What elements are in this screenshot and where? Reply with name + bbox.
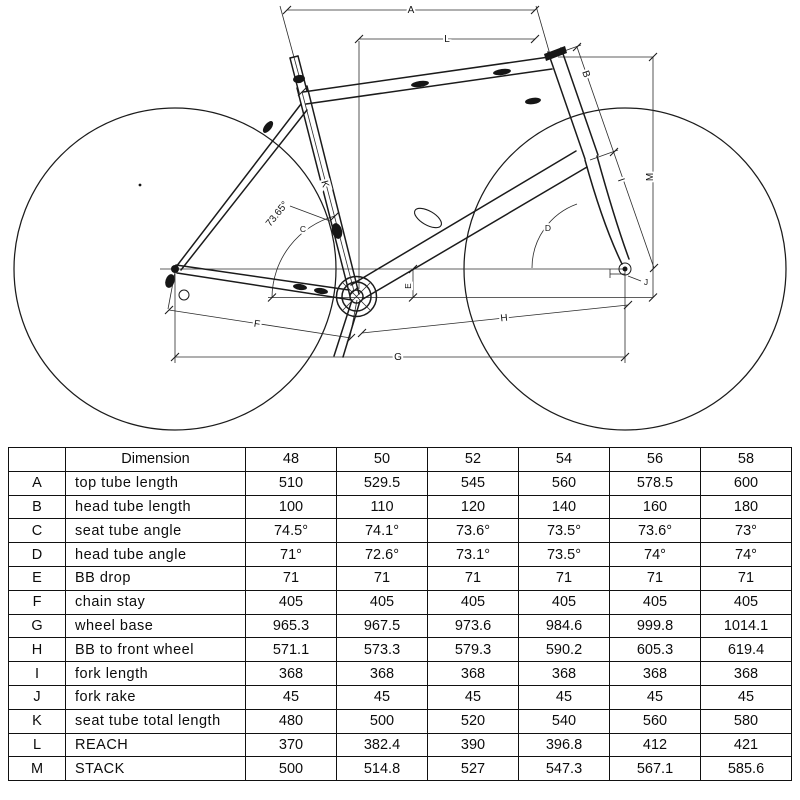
row-dimension-name: fork rake bbox=[66, 685, 246, 709]
row-dimension-name: head tube length bbox=[66, 495, 246, 519]
row-dimension-name: STACK bbox=[66, 757, 246, 781]
row-dimension-name: top tube length bbox=[66, 471, 246, 495]
row-value: 578.5 bbox=[610, 471, 701, 495]
row-value: 510 bbox=[246, 471, 337, 495]
dim-label-m: M bbox=[645, 172, 656, 182]
row-value: 73.5° bbox=[519, 519, 610, 543]
row-value: 71 bbox=[428, 566, 519, 590]
row-letter: I bbox=[9, 662, 66, 686]
dim-label-c: C bbox=[299, 224, 307, 234]
row-value: 120 bbox=[428, 495, 519, 519]
row-letter: H bbox=[9, 638, 66, 662]
row-value: 973.6 bbox=[428, 614, 519, 638]
header-size-50: 50 bbox=[337, 448, 428, 472]
table-row bbox=[9, 495, 792, 519]
header-size-58: 58 bbox=[701, 448, 792, 472]
row-value: 45 bbox=[701, 685, 792, 709]
table-row bbox=[9, 685, 792, 709]
row-value: 405 bbox=[428, 590, 519, 614]
row-dimension-name: seat tube angle bbox=[66, 519, 246, 543]
row-value: 74.1° bbox=[337, 519, 428, 543]
row-value: 999.8 bbox=[610, 614, 701, 638]
row-value: 540 bbox=[519, 709, 610, 733]
table-row bbox=[9, 471, 792, 495]
headset-top-cap bbox=[544, 46, 567, 61]
row-value: 74° bbox=[610, 543, 701, 567]
dimension-lines bbox=[160, 6, 658, 363]
dim-label-h: H bbox=[499, 312, 509, 325]
geometry-table bbox=[8, 447, 792, 781]
table-row bbox=[9, 662, 792, 686]
dim-label-e: E bbox=[403, 283, 413, 289]
row-value: 71 bbox=[519, 566, 610, 590]
row-value: 45 bbox=[610, 685, 701, 709]
table-row bbox=[9, 757, 792, 781]
row-value: 74.5° bbox=[246, 519, 337, 543]
row-value: 73° bbox=[701, 519, 792, 543]
seat-angle-value: 73.65° bbox=[263, 199, 291, 230]
row-value: 396.8 bbox=[519, 733, 610, 757]
row-value: 73.1° bbox=[428, 543, 519, 567]
row-letter: B bbox=[9, 495, 66, 519]
dim-label-a: A bbox=[407, 5, 415, 16]
row-value: 71 bbox=[701, 566, 792, 590]
row-letter: D bbox=[9, 543, 66, 567]
fork bbox=[585, 160, 622, 264]
row-value: 45 bbox=[428, 685, 519, 709]
row-letter: J bbox=[9, 685, 66, 709]
table-row bbox=[9, 590, 792, 614]
dim-label-f: F bbox=[253, 318, 261, 331]
row-value: 71 bbox=[246, 566, 337, 590]
row-value: 579.3 bbox=[428, 638, 519, 662]
dim-label-k: K bbox=[318, 179, 331, 189]
row-value: 405 bbox=[701, 590, 792, 614]
row-dimension-name: BB drop bbox=[66, 566, 246, 590]
row-value: 500 bbox=[337, 709, 428, 733]
row-value: 619.4 bbox=[701, 638, 792, 662]
row-value: 45 bbox=[337, 685, 428, 709]
row-dimension-name: REACH bbox=[66, 733, 246, 757]
table-row bbox=[9, 733, 792, 757]
row-value: 368 bbox=[519, 662, 610, 686]
row-dimension-name: wheel base bbox=[66, 614, 246, 638]
row-value: 405 bbox=[246, 590, 337, 614]
row-value: 405 bbox=[519, 590, 610, 614]
row-value: 382.4 bbox=[337, 733, 428, 757]
row-letter: K bbox=[9, 709, 66, 733]
row-value: 160 bbox=[610, 495, 701, 519]
header-letter bbox=[9, 448, 66, 472]
row-dimension-name: fork length bbox=[66, 662, 246, 686]
table-row bbox=[9, 519, 792, 543]
row-value: 100 bbox=[246, 495, 337, 519]
row-value: 368 bbox=[246, 662, 337, 686]
row-dimension-name: chain stay bbox=[66, 590, 246, 614]
table-row bbox=[9, 566, 792, 590]
header-size-52: 52 bbox=[428, 448, 519, 472]
row-value: 370 bbox=[246, 733, 337, 757]
row-value: 605.3 bbox=[610, 638, 701, 662]
row-value: 71° bbox=[246, 543, 337, 567]
row-value: 560 bbox=[610, 709, 701, 733]
row-letter: M bbox=[9, 757, 66, 781]
row-value: 72.6° bbox=[337, 543, 428, 567]
row-value: 480 bbox=[246, 709, 337, 733]
row-value: 514.8 bbox=[337, 757, 428, 781]
row-value: 71 bbox=[610, 566, 701, 590]
row-value: 567.1 bbox=[610, 757, 701, 781]
row-value: 580 bbox=[701, 709, 792, 733]
header-dimension: Dimension bbox=[66, 448, 246, 472]
header-size-56: 56 bbox=[610, 448, 701, 472]
row-value: 73.6° bbox=[428, 519, 519, 543]
table-header-row bbox=[9, 448, 792, 472]
table-row bbox=[9, 543, 792, 567]
row-value: 405 bbox=[337, 590, 428, 614]
row-value: 412 bbox=[610, 733, 701, 757]
head-tube bbox=[548, 52, 585, 159]
dim-label-b: B bbox=[579, 69, 592, 80]
dimension-labels bbox=[253, 5, 656, 363]
table-row bbox=[9, 614, 792, 638]
row-value: 368 bbox=[337, 662, 428, 686]
row-value: 590.2 bbox=[519, 638, 610, 662]
row-value: 368 bbox=[428, 662, 519, 686]
row-letter: A bbox=[9, 471, 66, 495]
row-value: 74° bbox=[701, 543, 792, 567]
dim-label-l: L bbox=[444, 34, 450, 45]
row-dimension-name: head tube angle bbox=[66, 543, 246, 567]
row-value: 984.6 bbox=[519, 614, 610, 638]
row-letter: E bbox=[9, 566, 66, 590]
seat-tube bbox=[297, 88, 350, 296]
table-row bbox=[9, 638, 792, 662]
row-value: 180 bbox=[701, 495, 792, 519]
row-value: 527 bbox=[428, 757, 519, 781]
row-value: 500 bbox=[246, 757, 337, 781]
row-value: 110 bbox=[337, 495, 428, 519]
row-value: 545 bbox=[428, 471, 519, 495]
row-value: 560 bbox=[519, 471, 610, 495]
header-size-54: 54 bbox=[519, 448, 610, 472]
frame bbox=[164, 46, 631, 357]
row-value: 1014.1 bbox=[701, 614, 792, 638]
row-value: 585.6 bbox=[701, 757, 792, 781]
row-letter: F bbox=[9, 590, 66, 614]
row-value: 600 bbox=[701, 471, 792, 495]
geometry-table-body bbox=[9, 471, 792, 780]
dim-label-i: I bbox=[614, 177, 627, 184]
dim-label-d: D bbox=[544, 223, 552, 233]
row-value: 573.3 bbox=[337, 638, 428, 662]
row-value: 368 bbox=[610, 662, 701, 686]
row-value: 520 bbox=[428, 709, 519, 733]
seat-stay bbox=[176, 104, 301, 267]
row-value: 390 bbox=[428, 733, 519, 757]
row-letter: G bbox=[9, 614, 66, 638]
row-letter: L bbox=[9, 733, 66, 757]
bottom-bracket bbox=[337, 277, 377, 317]
row-letter: C bbox=[9, 519, 66, 543]
row-value: 45 bbox=[519, 685, 610, 709]
row-value: 967.5 bbox=[337, 614, 428, 638]
dimension-ticks bbox=[165, 6, 658, 361]
row-dimension-name: seat tube total length bbox=[66, 709, 246, 733]
stray-dot bbox=[139, 184, 142, 187]
row-value: 368 bbox=[701, 662, 792, 686]
row-value: 140 bbox=[519, 495, 610, 519]
row-value: 405 bbox=[610, 590, 701, 614]
fittings bbox=[261, 68, 541, 295]
header-size-48: 48 bbox=[246, 448, 337, 472]
row-value: 73.6° bbox=[610, 519, 701, 543]
dim-label-g: G bbox=[394, 352, 402, 363]
row-value: 529.5 bbox=[337, 471, 428, 495]
row-value: 71 bbox=[337, 566, 428, 590]
dim-label-j: J bbox=[643, 277, 649, 287]
rear-dropout bbox=[164, 265, 189, 300]
row-dimension-name: BB to front wheel bbox=[66, 638, 246, 662]
row-value: 45 bbox=[246, 685, 337, 709]
row-value: 965.3 bbox=[246, 614, 337, 638]
row-value: 73.5° bbox=[519, 543, 610, 567]
row-value: 571.1 bbox=[246, 638, 337, 662]
table-row bbox=[9, 709, 792, 733]
row-value: 421 bbox=[701, 733, 792, 757]
row-value: 547.3 bbox=[519, 757, 610, 781]
